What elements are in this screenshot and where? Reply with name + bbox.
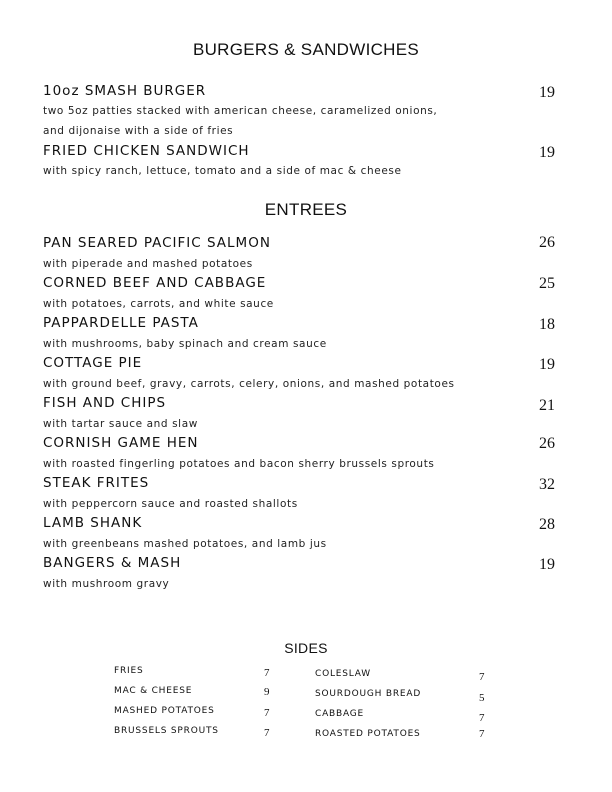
menu-item-description: and dijonaise with a side of fries <box>43 125 234 137</box>
menu-item-name: LAMB SHANK <box>43 515 143 531</box>
menu-item-price: 19 <box>539 144 555 161</box>
menu-item-description: with roasted fingerling potatoes and bacon sherry brussels sprouts <box>43 458 435 470</box>
menu-item-description: with peppercorn sauce and roasted shallots <box>43 498 298 510</box>
burgers-section-title: BURGERS & SANDWICHES <box>192 40 420 59</box>
menu-item-name: FRIED CHICKEN SANDWICH <box>43 143 250 159</box>
side-item-price: 7 <box>479 728 485 740</box>
side-item-name: MAC & CHEESE <box>114 686 193 696</box>
side-item-name: SOURDOUGH BREAD <box>315 689 422 699</box>
menu-item-name: 10oz SMASH BURGER <box>43 83 207 99</box>
menu-item-description: with greenbeans mashed potatoes, and lamb jus <box>43 538 327 550</box>
menu-item-price: 32 <box>539 476 555 493</box>
menu-item-price: 26 <box>539 435 555 452</box>
menu-item-name: STEAK FRITES <box>43 475 150 491</box>
side-item-name: BRUSSELS SPROUTS <box>114 726 219 736</box>
sides-section-title: SIDES <box>284 640 328 656</box>
side-item-name: CABBAGE <box>315 709 365 719</box>
menu-item-price: 25 <box>539 275 555 292</box>
menu-item-price: 26 <box>539 234 555 251</box>
side-item-name: FRIES <box>114 666 144 676</box>
side-item-price: 7 <box>479 671 485 683</box>
menu-item-name: PAN SEARED PACIFIC SALMON <box>43 235 271 251</box>
side-item-price: 7 <box>479 712 485 724</box>
menu-item-name: CORNED BEEF AND CABBAGE <box>43 275 267 291</box>
menu-item-price: 19 <box>539 84 555 101</box>
menu-item-description: with piperade and mashed potatoes <box>43 258 253 270</box>
menu-item-price: 18 <box>539 316 555 333</box>
side-item-name: MASHED POTATOES <box>114 706 215 716</box>
menu-item-description: with tartar sauce and slaw <box>43 418 198 430</box>
side-item-price: 7 <box>264 667 270 679</box>
menu-item-price: 21 <box>539 397 555 414</box>
menu-item-name: FISH AND CHIPS <box>43 395 167 411</box>
menu-item-name: COTTAGE PIE <box>43 355 143 371</box>
menu-item-price: 28 <box>539 516 555 533</box>
side-item-price: 7 <box>264 707 270 719</box>
side-item-name: COLESLAW <box>315 669 371 679</box>
menu-item-description: with spicy ranch, lettuce, tomato and a side of mac & cheese <box>43 165 402 177</box>
menu-item-price: 19 <box>539 556 555 573</box>
menu-item-name: PAPPARDELLE PASTA <box>43 315 199 331</box>
entrees-section-title: ENTREES <box>264 200 348 219</box>
side-item-price: 7 <box>264 727 270 739</box>
menu-item-description: two 5oz patties stacked with american cheese, caramelized onions, <box>43 105 438 117</box>
menu-item-description: with mushroom gravy <box>43 578 170 590</box>
menu-item-description: with mushrooms, baby spinach and cream sauce <box>43 338 327 350</box>
menu-item-description: with potatoes, carrots, and white sauce <box>43 298 274 310</box>
side-item-price: 5 <box>479 692 485 704</box>
side-item-name: ROASTED POTATOES <box>315 729 421 739</box>
side-item-price: 9 <box>264 686 270 698</box>
menu-item-price: 19 <box>539 356 555 373</box>
menu-item-name: BANGERS & MASH <box>43 555 182 571</box>
menu-item-description: with ground beef, gravy, carrots, celery, onions, and mashed potatoes <box>43 378 455 390</box>
menu-item-name: CORNISH GAME HEN <box>43 435 199 451</box>
